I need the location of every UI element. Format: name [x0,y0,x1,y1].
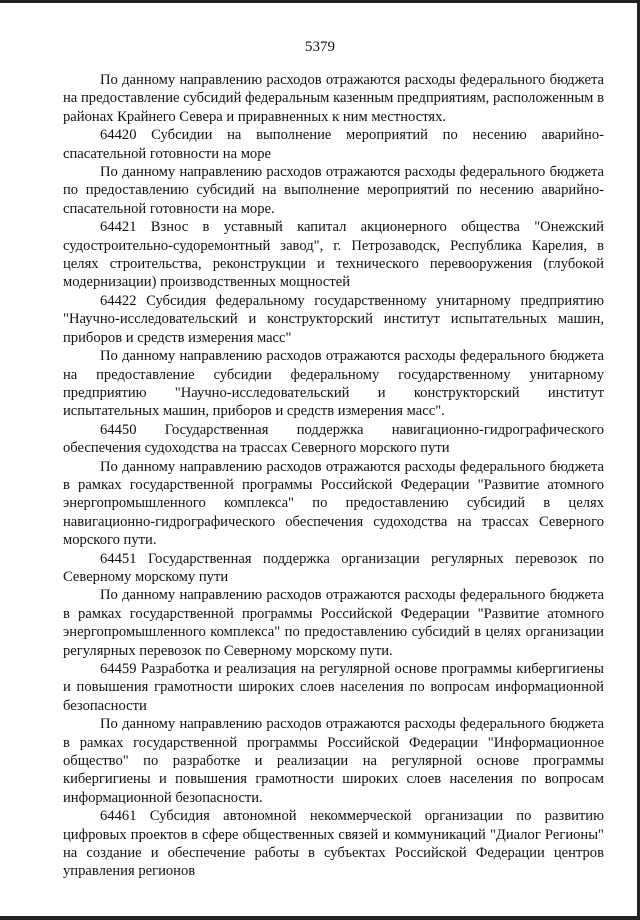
code-heading-64420: 64420 Субсидии на выполнение мероприятий по несению аварийно-спасательной готовности на море [63,127,604,162]
scan-border-top [0,0,640,3]
paragraph-4: По данному направлению расходов отражаются расходы федерального бюджета в рамках государственной программы Российской Федерации "Развитие атомного энергопромышленного комплекса" по предоставлению субсидий в целях навигационно-гидрографического обеспечения судоходства на трассах Северного морского пути. [63,458,604,549]
paragraph-5: По данному направлению расходов отражаются расходы федерального бюджета в рамках государственной программы Российской Федерации "Развитие атомного энергопромышленного комплекса" по предоставлению субсидий в целях организации регулярных перевозок по Северному морскому пути. [63,587,604,659]
paragraph-2: По данному направлению расходов отражаются расходы федерального бюджета по предоставлению субсидий на выполнение мероприятий по несению аварийно-спасательной готовности на море. [63,164,604,217]
document-body [63,71,604,881]
code-heading-64450: 64450 Государственная поддержка навигационно-гидрографического обеспечения судоходства на трассах Северного морского пути [63,421,604,457]
paragraph-1: По данному направлению расходов отражаются расходы федерального бюджета на предоставление субсидий федеральным казенным предприятиям, расположенным в районах Крайнего Севера и приравненных к ним местностях. [63,72,604,125]
code-heading-64461: 64461 Субсидия автономной некоммерческой организации по развитию цифровых проектов в сфере общественных связей и коммуникаций "Диалог Регионы" на создание и обеспечение работы в субъектах Российской Федерации центров управления регионов [63,808,604,880]
code-heading-64451: 64451 Государственная поддержка организации регулярных перевозок по Северному морскому пути [63,550,604,585]
code-heading-64459: 64459 Разработка и реализация на регулярной основе программы кибергигиены и повышения грамотности широких слоев населения по вопросам информационной безопасности [63,661,604,714]
paragraph-3: По данному направлению расходов отражаются расходы федерального бюджета на предоставление субсидии федеральному государственному унитарному предприятию "Научно-исследовательский и конструкторский институт испытательных машин, приборов и средств измерения масс". [63,348,604,420]
code-heading-64421: 64421 Взнос в уставный капитал акционерного общества "Онежский судостроительно-судоремонтный завод", г. Петрозаводск, Республика Карелия, в целях строительства, реконструкции и технического перевооружения (глубокой модернизации) производственных мощностей [63,219,604,291]
code-heading-64422: 64422 Субсидия федеральному государственному унитарному предприятию "Научно-исследовательский и конструкторский институт испытательных машин, приборов и средств измерения масс" [63,292,604,346]
page-number: 5379 [305,39,335,55]
scan-border-bottom [0,916,640,920]
paragraph-6: По данному направлению расходов отражаются расходы федерального бюджета в рамках государственной программы Российской Федерации "Информационное общество" по разработке и реализации на регулярной основе программы кибергигиены и повышения грамотности широких слоев населения по вопросам информационной безопасности. [63,716,604,806]
